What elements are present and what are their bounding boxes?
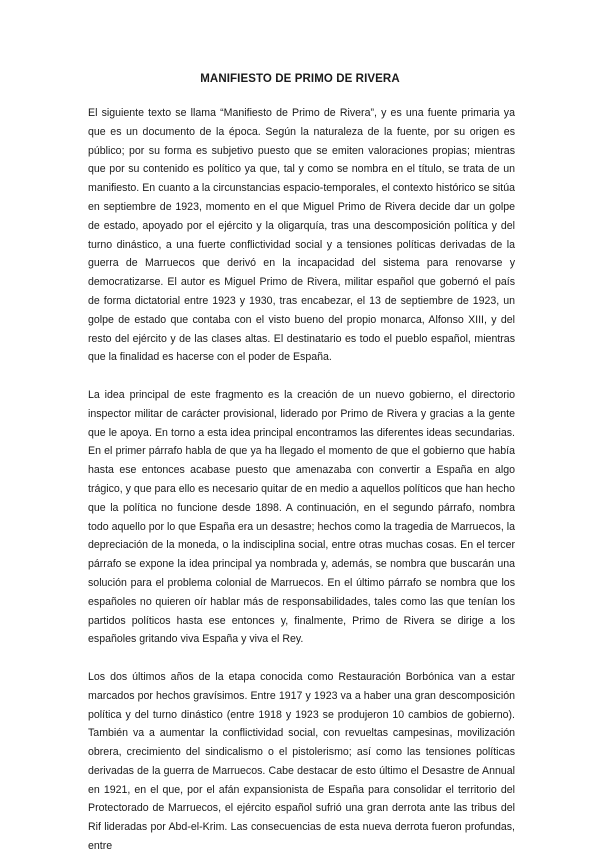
paragraph-introduction: El siguiente texto se llama “Manifiesto de Primo de Rivera”, y es una fuente primaria ya que es un documento de la época. Según la naturaleza de la fuente, por su origen es público; por su forma es subjetivo puesto que se emiten valoraciones propias; mientras que por su contenido es político ya que, tal y como se nombra en el título, se trata de un manifiesto. En cuanto a la circunstancias espacio-temporales, el contexto histórico se sitúa en septiembre de 1923, momento en el que Miguel Primo de Rivera decide dar un golpe de estado, apoyado por el ejército y la oligarquía, tras una descomposición política y del turno dinástico, a una fuerte conflictividad social y a tensiones políticas derivadas de la guerra de Marruecos que derivó en la incapacidad del sistema para renovarse y democratizarse. El autor es Miguel Primo de Rivera, militar español que gobernó el país de forma dictatorial entre 1923 y 1930, tras encabezar, el 13 de septiembre de 1923, un golpe de estado que contaba con el visto bueno del propio monarca, Alfonso XIII, y del resto del ejército y de las clases altas. El destinatario es todo el pueblo español, mientras que la finalidad es hacerse con el poder de España.	[88, 107, 515, 364]
document-body	[88, 104, 515, 856]
paragraph-historical-context: Los dos últimos años de la etapa conocida como Restauración Borbónica van a estar marcados por hechos gravísimos. Entre 1917 y 1923 va a haber una gran descomposición política y del turno dinástico (entre 1918 y 1923 se produjeron 10 cambios de gobierno). También va a aumentar la conflictividad social, con revueltas campesinas, movilización obrera, crecimiento del sindicalismo o el pistolerismo; así como las tensiones políticas derivadas de la guerra de Marruecos. Cabe destacar de esto último el Desastre de Annual en 1921, en el que, por el afán expansionista de España para consolidar el territorio del Protectorado de Marruecos, el ejército español sufrió una gran derrota ante las tribus del Rif lideradas por Abd-el-Krim. Las consecuencias de esta nueva derrota fueron profundas, entre	[88, 670, 515, 853]
document-title: MANIFIESTO DE PRIMO DE RIVERA	[200, 73, 400, 85]
paragraph-main-idea: La idea principal de este fragmento es la creación de un nuevo gobierno, el directorio inspector militar de carácter provisional, liderado por Primo de Rivera y gracias a la gente que le apoya. En torno a esta idea principal encontramos las diferentes ideas secundarias. En el primer párrafo habla de que ya ha llegado el momento de que el gobierno que había hasta ese entonces acabase puesto que amenazaba con convertir a España en algo trágico, y que para ello es necesario quitar de en medio a aquellos políticos que han hecho que la política no funcione desde 1898. A continuación, en el segundo párrafo, nombra todo aquello por lo que España era un desastre; hechos como la tragedia de Marruecos, la depreciación de la moneda, o la indisciplina social, entre otras muchas cosas. En el tercer párrafo se expone la idea principal ya nombrada y, además, se nombra que buscarán una solución para el problema colonial de Marruecos. En el último párrafo se nombra que los españoles no quieren oír hablar más de responsabilidades, tales como las que tenían los partidos políticos hasta ese entonces y, finalmente, Primo de Rivera se dirige a los españoles gritando viva España y viva el Rey.	[88, 388, 515, 646]
